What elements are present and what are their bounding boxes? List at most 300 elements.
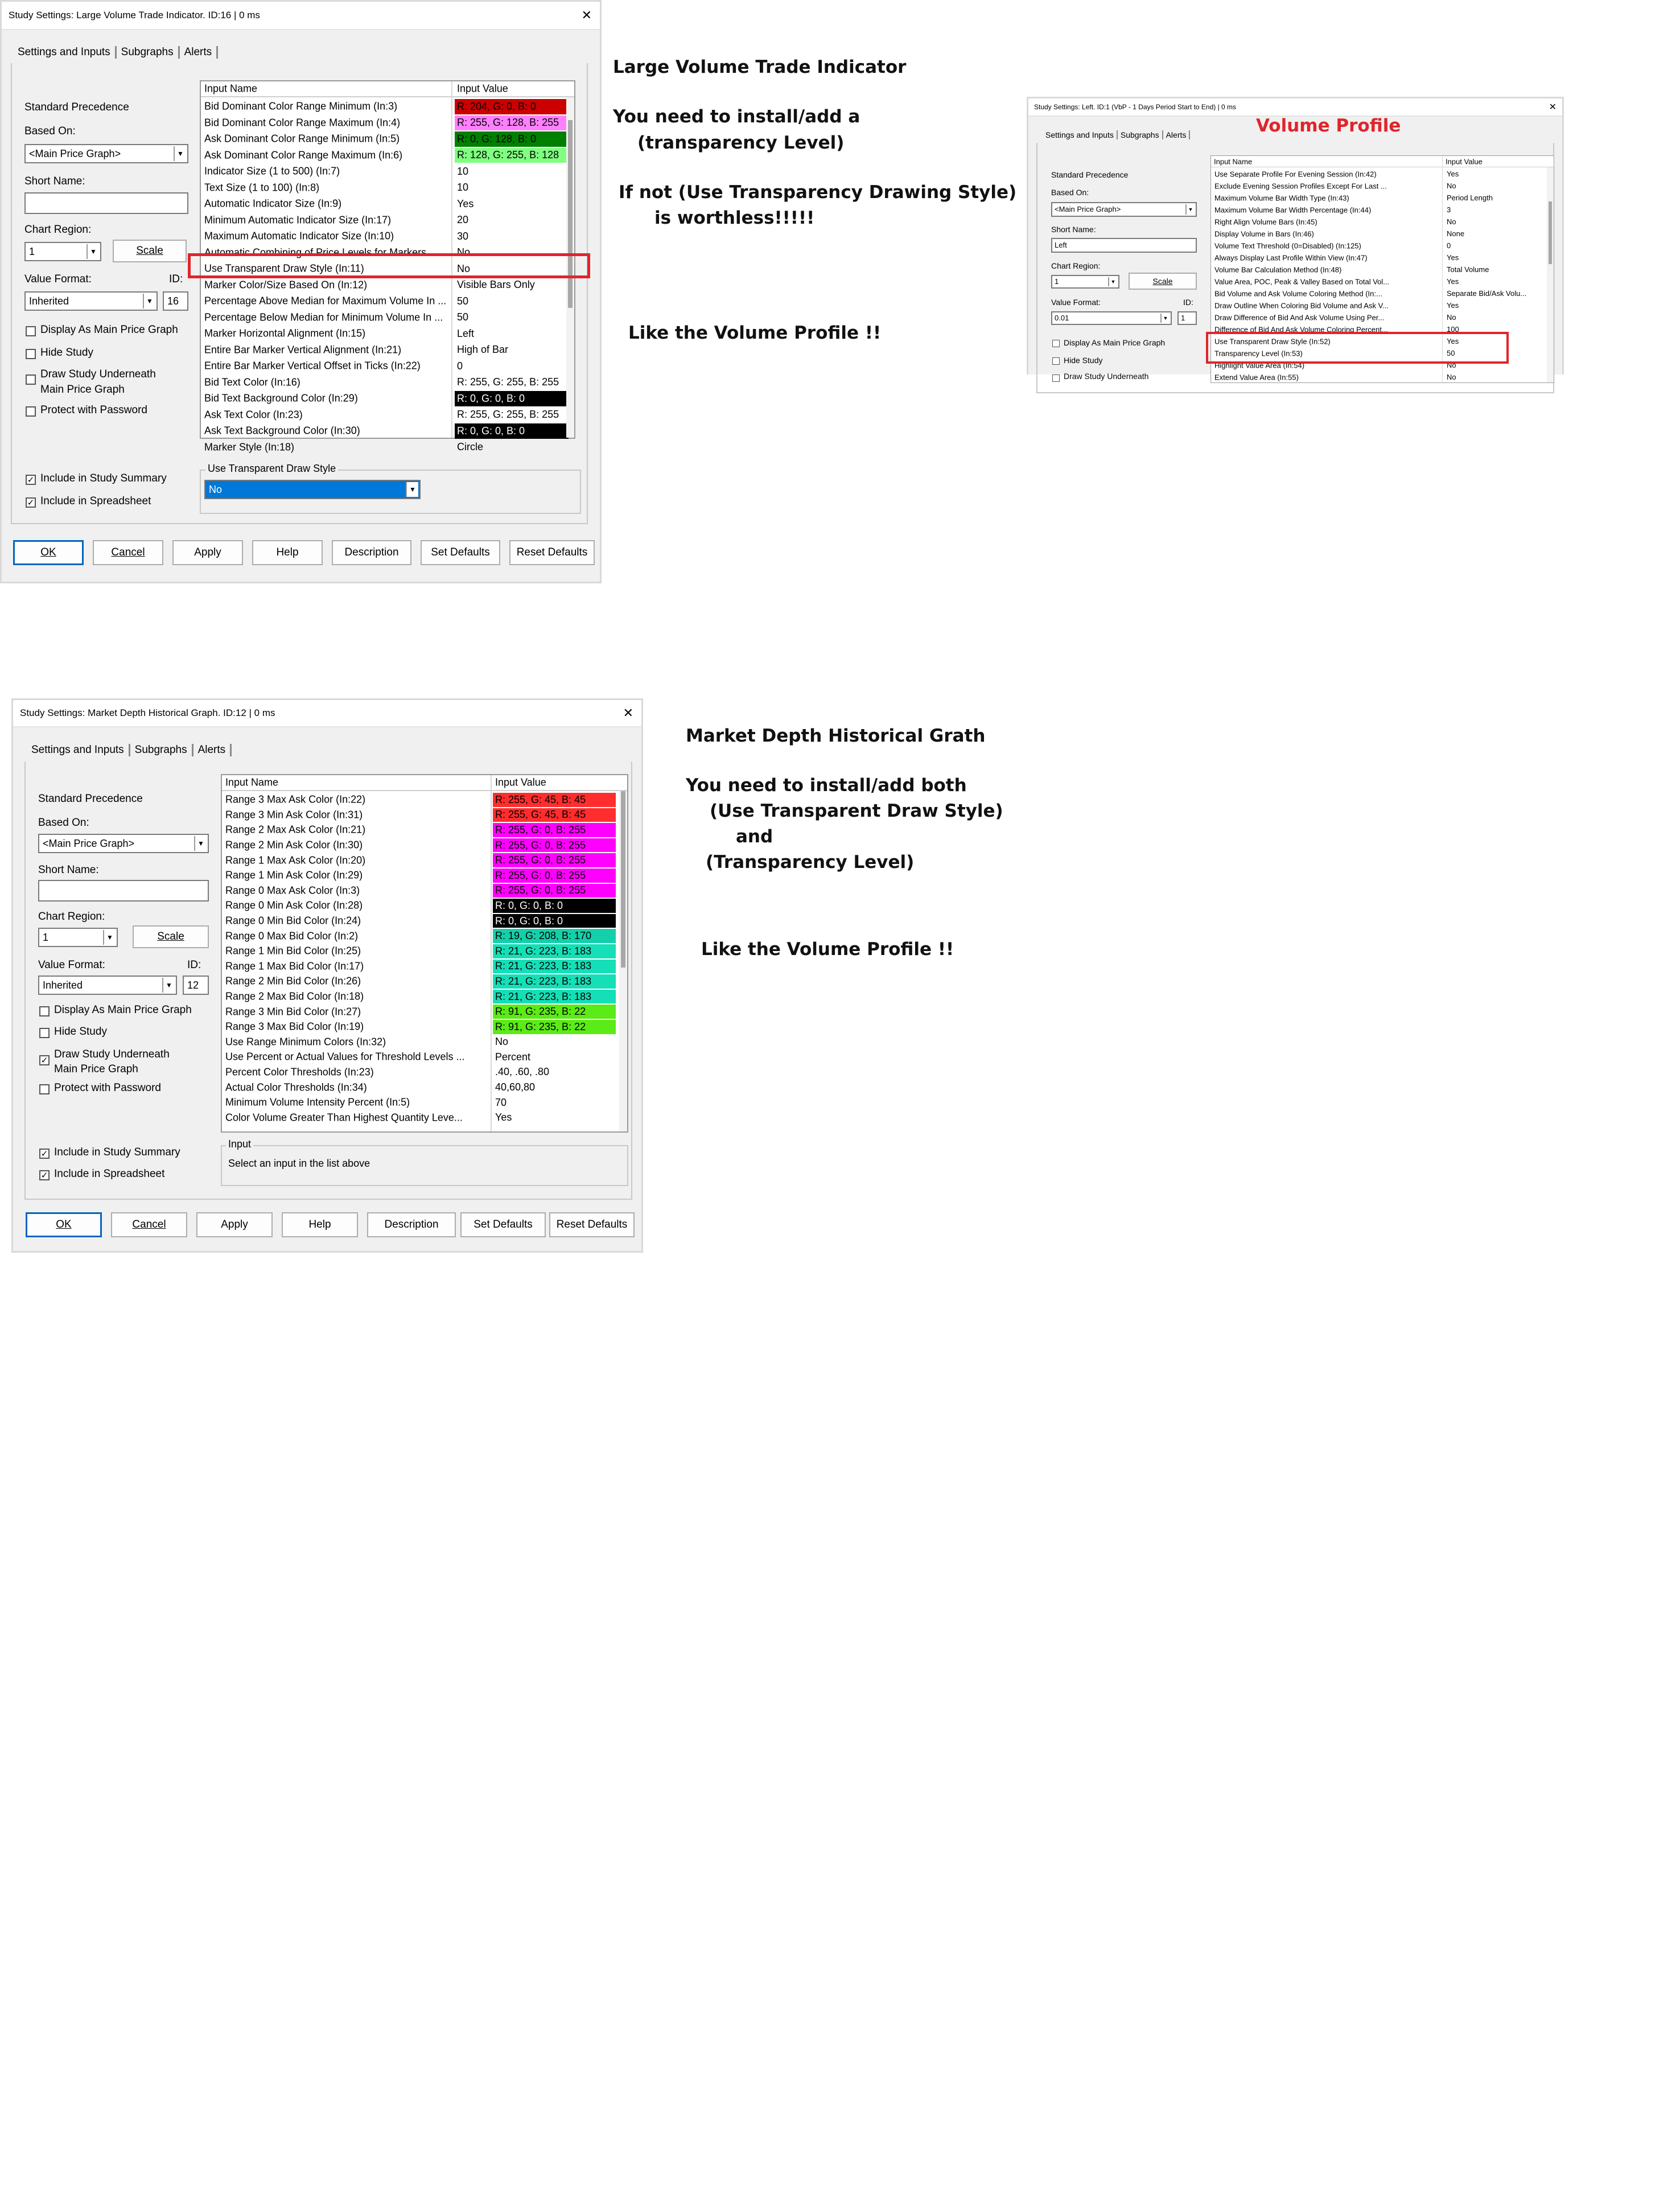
tab-subgraphs[interactable]: Subgraphs bbox=[130, 744, 193, 756]
chevron-down-icon[interactable]: ▼ bbox=[174, 146, 186, 161]
list-row[interactable] bbox=[201, 342, 574, 359]
checkbox-label: Draw Study Underneath bbox=[54, 1048, 170, 1060]
scale-button[interactable] bbox=[113, 240, 187, 262]
value-format-select[interactable] bbox=[38, 976, 177, 995]
checkbox-box[interactable]: ✓ bbox=[26, 475, 36, 485]
list-row[interactable] bbox=[222, 808, 627, 823]
value-format-select[interactable] bbox=[24, 291, 158, 311]
list-row[interactable] bbox=[201, 277, 574, 294]
input-value-cell[interactable]: None bbox=[1447, 229, 1465, 238]
tab-settings-and-inputs[interactable]: Settings and Inputs bbox=[1045, 130, 1118, 139]
id-field[interactable] bbox=[183, 976, 209, 995]
list-row[interactable] bbox=[201, 147, 574, 164]
based-on-label: Based On: bbox=[24, 125, 76, 137]
input-value-cell[interactable]: R: 255, G: 255, B: 255 bbox=[457, 376, 559, 388]
input-name-cell: Text Size (1 to 100) (In:8) bbox=[204, 182, 320, 194]
list-row[interactable] bbox=[201, 358, 574, 374]
checkbox-box[interactable] bbox=[39, 1006, 50, 1016]
set-defaults-button[interactable] bbox=[460, 1212, 546, 1237]
list-row[interactable] bbox=[222, 838, 627, 853]
input-name-cell: Use Percent or Actual Values for Threshold Levels ... bbox=[225, 1051, 465, 1063]
checkbox-box[interactable] bbox=[1052, 340, 1060, 347]
input-value-cell[interactable]: No bbox=[457, 262, 471, 274]
input-value-cell[interactable]: Total Volume bbox=[1447, 265, 1489, 274]
scrollbar-thumb[interactable] bbox=[1549, 201, 1552, 264]
chevron-down-icon[interactable]: ▼ bbox=[194, 836, 207, 851]
list-row[interactable] bbox=[1211, 287, 1554, 299]
input-name-cell: Ask Text Color (In:23) bbox=[204, 409, 303, 421]
chart-region-select[interactable] bbox=[38, 928, 118, 947]
col-input-name[interactable]: Input Name bbox=[1214, 157, 1253, 166]
input-hint-text: Select an input in the list above bbox=[228, 1158, 370, 1169]
input-value-cell[interactable]: R: 0, G: 0, B: 0 bbox=[493, 914, 616, 928]
list-row[interactable] bbox=[1211, 240, 1554, 252]
based-on-value: <Main Price Graph> bbox=[29, 148, 121, 159]
annotation-heading: Market Depth Historical Grath bbox=[686, 726, 986, 746]
input-value-cell[interactable]: R: 255, G: 45, B: 45 bbox=[493, 808, 616, 822]
list-row[interactable] bbox=[201, 163, 574, 180]
list-row[interactable] bbox=[1211, 299, 1554, 311]
list-row[interactable] bbox=[222, 1080, 627, 1095]
cancel-button[interactable] bbox=[111, 1212, 187, 1237]
based-on-select[interactable] bbox=[1051, 202, 1197, 217]
checkbox-box[interactable] bbox=[26, 326, 36, 336]
input-name-cell: Range 3 Min Bid Color (In:27) bbox=[225, 1006, 361, 1018]
input-value-cell[interactable]: Yes bbox=[457, 197, 474, 209]
checkbox-label: Display As Main Price Graph bbox=[54, 1004, 192, 1016]
set-defaults-label: Set Defaults bbox=[431, 546, 490, 558]
set-defaults-label: Set Defaults bbox=[473, 1219, 533, 1230]
chevron-down-icon[interactable]: ▼ bbox=[87, 244, 99, 259]
input-name-cell: Use Transparent Draw Style (In:11) bbox=[204, 262, 364, 274]
list-row[interactable] bbox=[1211, 228, 1554, 240]
input-value-cell[interactable]: R: 0, G: 128, B: 0 bbox=[455, 131, 569, 147]
checkbox-label: Include in Spreadsheet bbox=[40, 495, 151, 507]
dialog-title: Study Settings: Left. ID:1 (VbP - 1 Days Period Start to End) | 0 ms bbox=[1034, 103, 1237, 111]
dialog-title: Study Settings: Market Depth Historical Graph. ID:12 | 0 ms bbox=[20, 707, 275, 718]
checkbox-box[interactable] bbox=[1052, 357, 1060, 365]
list-row[interactable] bbox=[201, 228, 574, 245]
checkbox-label: Include in Study Summary bbox=[40, 472, 167, 484]
id-field[interactable] bbox=[1177, 311, 1197, 325]
based-on-select[interactable] bbox=[24, 144, 188, 163]
close-icon[interactable]: ✕ bbox=[1549, 102, 1557, 112]
input-name-cell: Range 2 Min Ask Color (In:30) bbox=[225, 839, 363, 851]
input-name-cell: Range 2 Max Ask Color (In:21) bbox=[225, 824, 366, 836]
input-name-cell: Automatic Indicator Size (In:9) bbox=[204, 197, 342, 209]
input-value-cell[interactable]: 40,60,80 bbox=[495, 1081, 536, 1093]
list-row[interactable] bbox=[222, 928, 627, 944]
input-value-cell[interactable]: Yes bbox=[1447, 277, 1459, 286]
list-row[interactable] bbox=[222, 1004, 627, 1019]
input-value-cell[interactable]: R: 255, G: 255, B: 255 bbox=[457, 409, 559, 421]
tab-bar bbox=[18, 46, 218, 59]
annotation-line: (transparency Level) bbox=[637, 133, 845, 153]
list-row[interactable] bbox=[201, 115, 574, 131]
close-icon[interactable]: ✕ bbox=[581, 8, 592, 22]
dialog-title: Study Settings: Large Volume Trade Indicator. ID:16 | 0 ms bbox=[9, 10, 260, 20]
input-name-cell: Volume Text Threshold (0=Disabled) (In:125) bbox=[1214, 241, 1361, 250]
apply-button[interactable] bbox=[172, 540, 243, 565]
input-value-cell[interactable]: R: 0, G: 0, B: 0 bbox=[455, 423, 569, 439]
input-value-cell[interactable]: R: 21, G: 223, B: 183 bbox=[493, 990, 616, 1004]
short-name-input[interactable] bbox=[1051, 238, 1197, 253]
col-input-name[interactable]: Input Name bbox=[225, 776, 279, 788]
checkbox-box[interactable] bbox=[26, 374, 36, 385]
checkbox-label: Display As Main Price Graph bbox=[40, 324, 178, 336]
checkbox-label: Draw Study Underneath bbox=[1064, 372, 1149, 381]
input-name-cell: Draw Outline When Coloring Bid Volume and Ask V... bbox=[1214, 301, 1389, 310]
reset-defaults-label: Reset Defaults bbox=[516, 546, 588, 558]
input-name-cell: Extend Value Area (In:55) bbox=[1214, 373, 1299, 381]
apply-label: Apply bbox=[221, 1219, 248, 1230]
checkbox-box[interactable]: ✓ bbox=[39, 1055, 50, 1065]
apply-button[interactable] bbox=[196, 1212, 273, 1237]
annotation-heading: Large Volume Trade Indicator bbox=[613, 57, 907, 77]
input-value-cell[interactable]: No bbox=[1447, 313, 1456, 322]
input-name-cell: Maximum Volume Bar Width Percentage (In:44) bbox=[1214, 205, 1372, 214]
input-value-cell[interactable]: Percent bbox=[495, 1051, 531, 1063]
list-row[interactable] bbox=[201, 196, 574, 212]
value-format-label: Value Format: bbox=[1051, 298, 1101, 307]
list-row[interactable] bbox=[201, 310, 574, 326]
chevron-down-icon[interactable]: ▼ bbox=[1185, 204, 1195, 215]
list-row[interactable] bbox=[222, 974, 627, 989]
list-row[interactable] bbox=[201, 390, 574, 407]
col-input-name[interactable]: Input Name bbox=[204, 83, 258, 94]
input-value-cell[interactable]: No bbox=[1447, 217, 1456, 226]
list-row[interactable] bbox=[222, 1050, 627, 1065]
checkbox-label-line2: Main Price Graph bbox=[40, 384, 125, 396]
input-value-cell[interactable]: Yes bbox=[1447, 253, 1459, 262]
cancel-label: Cancel bbox=[132, 1219, 166, 1230]
list-row[interactable] bbox=[201, 407, 574, 423]
close-icon[interactable]: ✕ bbox=[623, 706, 633, 720]
tab-settings-and-inputs[interactable]: Settings and Inputs bbox=[18, 46, 117, 59]
list-row[interactable] bbox=[222, 989, 627, 1005]
study-settings-dialog-mdhg bbox=[11, 698, 643, 1253]
based-on-select[interactable] bbox=[38, 834, 209, 853]
list-row[interactable] bbox=[201, 374, 574, 391]
input-value-cell[interactable]: No bbox=[1447, 182, 1456, 190]
list-row[interactable] bbox=[222, 1019, 627, 1035]
cancel-button[interactable] bbox=[93, 540, 163, 565]
checkbox-box[interactable] bbox=[39, 1084, 50, 1094]
input-value-cell[interactable]: R: 21, G: 223, B: 183 bbox=[493, 944, 616, 958]
list-row[interactable] bbox=[201, 98, 574, 115]
input-name-cell: Entire Bar Marker Vertical Alignment (In:21) bbox=[204, 344, 402, 356]
input-value-cell[interactable]: Yes bbox=[1447, 170, 1459, 178]
transparent-style-value: No bbox=[209, 484, 223, 495]
description-button[interactable] bbox=[332, 540, 411, 565]
input-value-cell[interactable]: R: 255, G: 0, B: 255 bbox=[493, 838, 616, 853]
tab-bar bbox=[1045, 130, 1190, 139]
id-value: 12 bbox=[187, 979, 199, 991]
list-row[interactable] bbox=[222, 853, 627, 868]
ok-label: OK bbox=[56, 1219, 72, 1230]
annotation-line: and bbox=[736, 826, 773, 847]
input-value-cell[interactable]: 20 bbox=[457, 214, 469, 226]
checkbox-box[interactable]: ✓ bbox=[26, 497, 36, 508]
input-name-cell: Bid Text Color (In:16) bbox=[204, 376, 300, 388]
input-value-cell[interactable]: R: 255, G: 0, B: 255 bbox=[493, 823, 616, 837]
highlight-box bbox=[188, 253, 590, 278]
chart-region-label: Chart Region: bbox=[24, 224, 92, 236]
help-label: Help bbox=[276, 546, 299, 558]
list-row[interactable] bbox=[1211, 180, 1554, 192]
input-value-cell[interactable]: 70 bbox=[495, 1096, 507, 1108]
input-name-cell: Transparency Level (In:53) bbox=[1214, 349, 1303, 357]
input-value-cell[interactable]: 0 bbox=[1447, 241, 1451, 250]
tab-subgraphs[interactable]: Subgraphs bbox=[117, 46, 180, 59]
id-field[interactable] bbox=[163, 291, 188, 311]
input-name-cell: Difference of Bid And Ask Volume Coloring Percent... bbox=[1214, 325, 1388, 334]
tab-alerts[interactable]: Alerts bbox=[180, 46, 219, 59]
value-format-label: Value Format: bbox=[24, 273, 92, 285]
input-value-cell[interactable]: 50 bbox=[1447, 349, 1455, 357]
input-name-cell: Range 0 Max Ask Color (In:3) bbox=[225, 884, 360, 896]
input-name-cell: Bid Dominant Color Range Minimum (In:3) bbox=[204, 100, 398, 112]
input-value-cell[interactable]: R: 255, G: 0, B: 255 bbox=[493, 884, 616, 898]
checkbox-box[interactable] bbox=[26, 349, 36, 359]
input-value-cell[interactable]: No bbox=[1447, 361, 1456, 369]
input-name-cell: Ask Dominant Color Range Minimum (In:5) bbox=[204, 133, 400, 145]
list-row[interactable] bbox=[201, 293, 574, 310]
chart-region-label: Chart Region: bbox=[1051, 261, 1101, 270]
input-value-cell[interactable]: High of Bar bbox=[457, 344, 509, 356]
ok-button[interactable] bbox=[26, 1212, 102, 1237]
title-bar bbox=[1028, 98, 1562, 117]
list-row[interactable] bbox=[222, 883, 627, 899]
input-value-cell[interactable]: 30 bbox=[457, 230, 469, 242]
title-bar bbox=[13, 700, 641, 727]
col-input-value[interactable]: Input Value bbox=[457, 83, 508, 94]
input-value-cell[interactable]: 3 bbox=[1447, 205, 1451, 214]
value-format-select[interactable] bbox=[1051, 311, 1172, 325]
input-value-cell[interactable]: No bbox=[457, 246, 471, 258]
input-name-cell: Use Separate Profile For Evening Session (In:42) bbox=[1214, 170, 1377, 178]
list-row[interactable] bbox=[201, 131, 574, 147]
input-value-cell[interactable]: Visible Bars Only bbox=[457, 279, 535, 291]
ok-button[interactable] bbox=[13, 540, 84, 565]
list-row[interactable] bbox=[201, 180, 574, 196]
list-row[interactable] bbox=[222, 1035, 627, 1050]
chart-region-select[interactable] bbox=[1051, 275, 1119, 289]
study-settings-dialog-volume-profile bbox=[1027, 97, 1564, 381]
tab-alerts[interactable]: Alerts bbox=[193, 744, 232, 756]
input-name-cell: Ask Dominant Color Range Maximum (In:6) bbox=[204, 149, 403, 161]
scrollbar-thumb[interactable] bbox=[568, 120, 573, 308]
list-row[interactable] bbox=[201, 423, 574, 439]
input-name-cell: Range 3 Max Ask Color (In:22) bbox=[225, 793, 366, 805]
reset-defaults-button[interactable] bbox=[549, 1212, 635, 1237]
input-value-cell[interactable]: R: 0, G: 0, B: 0 bbox=[493, 899, 616, 913]
input-name-cell: Marker Style (In:18) bbox=[204, 441, 295, 453]
checkbox-box[interactable] bbox=[1052, 374, 1060, 382]
list-header bbox=[222, 775, 627, 791]
input-name-cell: Minimum Volume Intensity Percent (In:5) bbox=[225, 1096, 410, 1108]
id-label: ID: bbox=[169, 273, 183, 285]
input-value-cell[interactable]: 10 bbox=[457, 165, 469, 177]
list-row[interactable] bbox=[222, 1095, 627, 1110]
list-row[interactable] bbox=[1211, 168, 1554, 180]
set-defaults-button[interactable] bbox=[421, 540, 500, 565]
list-row[interactable] bbox=[1211, 204, 1554, 216]
chevron-down-icon[interactable]: ▼ bbox=[143, 294, 155, 308]
chart-region-value: 1 bbox=[43, 932, 49, 943]
input-value-cell[interactable]: No bbox=[495, 1036, 509, 1048]
list-row[interactable] bbox=[222, 822, 627, 838]
input-value-cell[interactable]: Separate Bid/Ask Volu... bbox=[1447, 289, 1527, 298]
list-row[interactable] bbox=[1211, 216, 1554, 228]
study-settings-dialog-lvti bbox=[0, 0, 602, 583]
tab-settings-and-inputs[interactable]: Settings and Inputs bbox=[31, 744, 130, 756]
input-value-cell[interactable]: 100 bbox=[1447, 325, 1459, 334]
scale-button-label: Scale bbox=[1152, 277, 1173, 286]
list-scrollbar[interactable] bbox=[619, 791, 627, 1131]
input-value-cell[interactable]: R: 91, G: 235, B: 22 bbox=[493, 1020, 616, 1034]
list-row[interactable] bbox=[201, 212, 574, 229]
input-name-cell: Value Area, POC, Peak & Valley Based on Total Vol... bbox=[1214, 277, 1390, 286]
list-row[interactable] bbox=[222, 868, 627, 883]
input-name-cell: Range 0 Min Ask Color (In:28) bbox=[225, 899, 363, 911]
input-value-cell[interactable]: Period Length bbox=[1447, 194, 1493, 202]
list-row[interactable] bbox=[1211, 275, 1554, 287]
short-name-input[interactable] bbox=[24, 192, 188, 214]
chevron-down-icon[interactable]: ▼ bbox=[406, 482, 418, 497]
input-name-cell: Range 1 Max Ask Color (In:20) bbox=[225, 854, 366, 866]
input-value-cell[interactable]: R: 255, G: 0, B: 255 bbox=[493, 869, 616, 883]
list-row[interactable] bbox=[222, 959, 627, 974]
list-row[interactable] bbox=[201, 439, 574, 456]
annotation-line: Like the Volume Profile !! bbox=[701, 939, 954, 960]
input-value-cell[interactable]: Yes bbox=[1447, 301, 1459, 310]
input-name-cell: Color Volume Greater Than Highest Quantity Leve... bbox=[225, 1112, 463, 1123]
checkbox-label: Include in Spreadsheet bbox=[54, 1168, 165, 1180]
checkbox-box[interactable] bbox=[39, 1028, 50, 1038]
input-name-cell: Bid Volume and Ask Volume Coloring Method (In:... bbox=[1214, 289, 1382, 298]
chevron-down-icon[interactable]: ▼ bbox=[103, 930, 116, 945]
tab-subgraphs[interactable]: Subgraphs bbox=[1118, 130, 1163, 139]
id-value: 1 bbox=[1181, 314, 1185, 322]
input-value-cell[interactable]: R: 21, G: 223, B: 183 bbox=[493, 960, 616, 974]
input-value-cell[interactable]: R: 255, G: 0, B: 255 bbox=[493, 853, 616, 867]
list-rows bbox=[222, 792, 627, 1125]
input-value-cell[interactable]: 50 bbox=[457, 311, 469, 323]
checkbox-box[interactable]: ✓ bbox=[39, 1170, 50, 1180]
list-row[interactable] bbox=[201, 326, 574, 342]
scale-button-label: Scale bbox=[157, 931, 184, 943]
ok-label: OK bbox=[40, 546, 56, 558]
scale-button[interactable] bbox=[1129, 273, 1197, 290]
annotation-line: You need to install/add a bbox=[613, 106, 860, 127]
input-value-cell[interactable]: Left bbox=[457, 327, 475, 339]
input-value-cell[interactable]: Yes bbox=[495, 1112, 512, 1123]
input-value-cell[interactable]: No bbox=[1447, 373, 1456, 381]
input-value-cell[interactable]: R: 255, G: 45, B: 45 bbox=[493, 793, 616, 807]
list-row[interactable] bbox=[222, 792, 627, 808]
checkbox-label: Protect with Password bbox=[54, 1082, 161, 1094]
help-button[interactable] bbox=[252, 540, 323, 565]
input-name-cell: Use Range Minimum Colors (In:32) bbox=[225, 1036, 386, 1048]
value-format-value: Inherited bbox=[29, 295, 69, 307]
apply-label: Apply bbox=[194, 546, 221, 558]
list-row[interactable] bbox=[1211, 192, 1554, 204]
input-name-cell: Range 1 Min Ask Color (In:29) bbox=[225, 869, 363, 881]
id-value: 16 bbox=[167, 295, 179, 307]
based-on-label: Based On: bbox=[38, 817, 89, 829]
input-value-cell[interactable]: R: 91, G: 235, B: 22 bbox=[493, 1005, 616, 1019]
list-row[interactable] bbox=[222, 1065, 627, 1080]
input-value-cell[interactable]: 10 bbox=[457, 182, 469, 194]
input-value-cell[interactable]: R: 128, G: 255, B: 128 bbox=[455, 148, 569, 163]
list-row[interactable] bbox=[222, 898, 627, 913]
input-value-cell[interactable]: .40, .60, .80 bbox=[495, 1066, 550, 1078]
chevron-down-icon[interactable]: ▼ bbox=[1108, 277, 1117, 286]
annotation-line: is worthless!!!!! bbox=[654, 208, 815, 228]
input-value-cell[interactable]: R: 21, G: 223, B: 183 bbox=[493, 974, 616, 989]
title-bar bbox=[2, 2, 600, 30]
col-input-value[interactable]: Input Value bbox=[495, 776, 546, 788]
input-value-cell[interactable]: Yes bbox=[1447, 337, 1459, 345]
annotation-line: (Use Transparent Draw Style) bbox=[710, 801, 1003, 821]
checkbox-box[interactable]: ✓ bbox=[39, 1149, 50, 1159]
id-label: ID: bbox=[187, 959, 201, 971]
input-name-cell: Percent Color Thresholds (In:23) bbox=[225, 1066, 374, 1078]
input-value-cell[interactable]: 50 bbox=[457, 295, 469, 307]
scale-button[interactable] bbox=[133, 925, 209, 948]
input-value-cell[interactable]: R: 204, G: 0, B: 0 bbox=[455, 99, 569, 114]
reset-defaults-button[interactable] bbox=[509, 540, 595, 565]
chevron-down-icon[interactable]: ▼ bbox=[162, 978, 175, 993]
short-name-input[interactable] bbox=[38, 880, 209, 902]
list-row[interactable] bbox=[1211, 264, 1554, 275]
input-group-label: Input bbox=[226, 1138, 253, 1150]
input-list[interactable] bbox=[221, 774, 628, 1133]
description-button[interactable] bbox=[367, 1212, 456, 1237]
annotation-line: You need to install/add both bbox=[686, 775, 967, 796]
list-scrollbar[interactable] bbox=[1547, 167, 1554, 382]
checkbox-label: Hide Study bbox=[54, 1026, 107, 1038]
transparent-style-select[interactable] bbox=[204, 480, 421, 499]
description-label: Description bbox=[344, 546, 399, 558]
list-row[interactable] bbox=[1211, 311, 1554, 323]
description-label: Description bbox=[384, 1219, 439, 1230]
col-input-value[interactable]: Input Value bbox=[1446, 157, 1483, 166]
input-name-cell: Marker Color/Size Based On (In:12) bbox=[204, 279, 368, 291]
list-row[interactable] bbox=[222, 913, 627, 929]
chart-region-select[interactable] bbox=[24, 242, 101, 261]
list-row[interactable] bbox=[222, 944, 627, 959]
input-value-cell[interactable]: R: 255, G: 128, B: 255 bbox=[455, 116, 569, 131]
input-value-cell[interactable]: R: 19, G: 208, B: 170 bbox=[493, 929, 616, 943]
input-value-cell[interactable]: R: 0, G: 0, B: 0 bbox=[455, 391, 569, 406]
value-format-value: Inherited bbox=[43, 979, 83, 991]
help-button[interactable] bbox=[282, 1212, 358, 1237]
tab-alerts[interactable]: Alerts bbox=[1163, 130, 1191, 139]
chevron-down-icon[interactable]: ▼ bbox=[1160, 314, 1170, 323]
input-name-cell: Range 1 Min Bid Color (In:25) bbox=[225, 945, 361, 957]
checkbox-box[interactable] bbox=[26, 406, 36, 417]
list-row[interactable] bbox=[222, 1110, 627, 1125]
input-value-cell[interactable]: 0 bbox=[457, 360, 463, 372]
reset-defaults-label: Reset Defaults bbox=[556, 1219, 628, 1230]
list-row[interactable] bbox=[1211, 252, 1554, 264]
list-row[interactable] bbox=[1211, 371, 1554, 383]
input-name-cell: Bid Text Background Color (In:29) bbox=[204, 392, 358, 404]
input-value-cell[interactable]: Circle bbox=[457, 441, 484, 453]
scrollbar-thumb[interactable] bbox=[621, 791, 625, 968]
